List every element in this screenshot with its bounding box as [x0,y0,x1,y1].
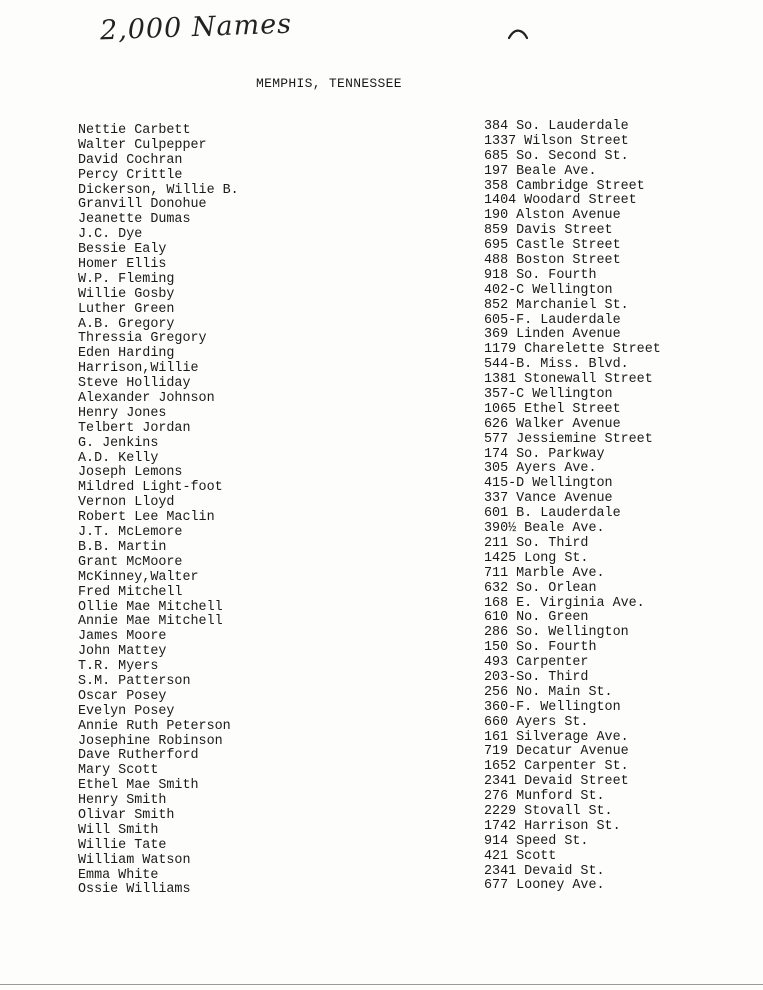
address-entry: 358 Cambridge Street [484,178,645,194]
address-entry: 605-F. Lauderdale [484,312,621,328]
name-entry: Dickerson, Willie B. [78,182,239,198]
name-entry: Luther Green [78,301,175,317]
address-entry: 2341 Devaid St. [484,863,605,879]
pen-mark-icon [508,28,528,40]
name-entry: Vernon Lloyd [78,495,175,511]
address-entry: 1742 Harrison St. [484,818,621,834]
address-entry: 369 Linden Avenue [484,327,621,343]
name-entry: Mildred Light-foot [78,480,223,496]
name-entry: B.B. Martin [78,539,167,555]
address-entry: 174 So. Parkway [484,446,605,462]
name-entry: Mary Scott [78,763,159,779]
address-entry: 1425 Long St. [484,550,589,566]
address-entry: 276 Munford St. [484,789,605,805]
address-entry: 161 Silverage Ave. [484,729,629,745]
name-entry: Walter Culpepper [78,137,207,153]
address-entry: 1381 Stonewall Street [484,372,653,388]
name-entry: Steve Holliday [78,376,191,392]
name-entry: Telbert Jordan [78,420,191,436]
name-entry: W.P. Fleming [78,271,175,287]
name-entry: Bessie Ealy [78,242,167,258]
address-entry: 1065 Ethel Street [484,401,621,417]
address-entry: 1337 Wilson Street [484,133,629,149]
names-column [78,124,239,898]
name-entry: Annie Ruth Peterson [78,718,231,734]
name-entry: Evelyn Posey [78,703,175,719]
name-entry: Ossie Williams [78,882,191,898]
name-entry: A.B. Gregory [78,316,175,332]
address-entry: 711 Marble Ave. [484,565,605,581]
name-entry: Henry Smith [78,793,167,809]
address-entry: 1404 Woodard Street [484,193,637,209]
name-entry: Josephine Robinson [78,733,223,749]
name-entry: Thressia Gregory [78,331,207,347]
address-entry: 203-So. Third [484,669,589,685]
name-entry: Robert Lee Maclin [78,510,215,526]
name-entry: William Watson [78,852,191,868]
address-entry: 390½ Beale Ave. [484,521,605,537]
name-entry: A.D. Kelly [78,450,159,466]
address-entry: 626 Walker Avenue [484,416,621,432]
address-entry: 852 Marchaniel St. [484,297,629,313]
address-entry: 337 Vance Avenue [484,491,613,507]
name-entry: David Cochran [78,152,183,168]
address-entry: 2341 Devaid Street [484,774,629,790]
name-entry: Percy Crittle [78,167,183,183]
address-entry: 677 Looney Ave. [484,878,605,894]
name-entry: Emma White [78,867,159,883]
name-entry: Granvill Donohue [78,197,207,213]
address-entry: 632 So. Orlean [484,580,597,596]
page-title: MEMPHIS, TENNESSEE [256,76,402,91]
address-entry: 384 So. Lauderdale [484,119,629,134]
address-entry: 719 Decatur Avenue [484,744,629,760]
name-entry: Harrison,Willie [78,361,199,377]
name-entry: G. Jenkins [78,435,159,451]
address-entry: 211 So. Third [484,535,589,551]
address-entry: 1179 Charelette Street [484,342,661,358]
name-entry: Joseph Lemons [78,465,183,481]
address-entry: 695 Castle Street [484,238,621,254]
name-entry: Ollie Mae Mitchell [78,599,223,615]
address-entry: 357-C Wellington [484,387,613,403]
address-entry: 544-B. Miss. Blvd. [484,357,629,373]
address-entry: 1652 Carpenter St. [484,759,629,775]
name-entry: Jeanette Dumas [78,212,191,228]
name-entry: S.M. Patterson [78,673,191,689]
name-entry: Willie Tate [78,837,167,853]
address-entry: 286 So. Wellington [484,625,629,641]
name-entry: J.C. Dye [78,227,143,243]
name-entry: Oscar Posey [78,688,167,704]
name-entry: J.T. McLemore [78,525,183,541]
address-entry: 660 Ayers St. [484,714,589,730]
name-entry: Homer Ellis [78,257,167,273]
address-entry: 415-D Wellington [484,476,613,492]
name-entry: Grant McMoore [78,554,183,570]
address-entry: 859 Davis Street [484,223,613,239]
address-entry: 488 Boston Street [484,253,621,269]
name-entry: James Moore [78,629,167,645]
name-entry: Olivar Smith [78,807,175,823]
addresses-column [484,120,661,894]
address-entry: 421 Scott [484,848,557,864]
address-entry: 685 So. Second St. [484,148,629,164]
address-entry: 305 Ayers Ave. [484,461,597,477]
address-entry: 2229 Stovall St. [484,803,613,819]
name-entry: Henry Jones [78,405,167,421]
address-entry: 197 Beale Ave. [484,163,597,179]
name-entry: McKinney,Walter [78,569,199,585]
name-entry: Will Smith [78,822,159,838]
address-entry: 150 So. Fourth [484,640,597,656]
bottom-rule [0,984,763,985]
name-entry: Eden Harding [78,346,175,362]
name-entry: Ethel Mae Smith [78,778,199,794]
name-entry: Nettie Carbett [78,123,191,138]
address-entry: 190 Alston Avenue [484,208,621,224]
address-entry: 402-C Wellington [484,282,613,298]
name-entry: Annie Mae Mitchell [78,614,223,630]
address-entry: 168 E. Virginia Ave. [484,595,645,611]
name-entry: Alexander Johnson [78,391,215,407]
address-entry: 577 Jessiemine Street [484,431,653,447]
name-entry: T.R. Myers [78,659,159,675]
handwritten-note: 2,000 Names [99,8,293,47]
address-entry: 256 No. Main St. [484,684,613,700]
name-entry: Dave Rutherford [78,748,199,764]
address-entry: 914 Speed St. [484,833,589,849]
name-entry: John Mattey [78,644,167,660]
address-entry: 493 Carpenter [484,655,589,671]
address-entry: 918 So. Fourth [484,267,597,283]
address-entry: 360-F. Wellington [484,699,621,715]
name-entry: Willie Gosby [78,286,175,302]
name-entry: Fred Mitchell [78,584,183,600]
address-entry: 610 No. Green [484,610,589,626]
address-entry: 601 B. Lauderdale [484,506,621,522]
